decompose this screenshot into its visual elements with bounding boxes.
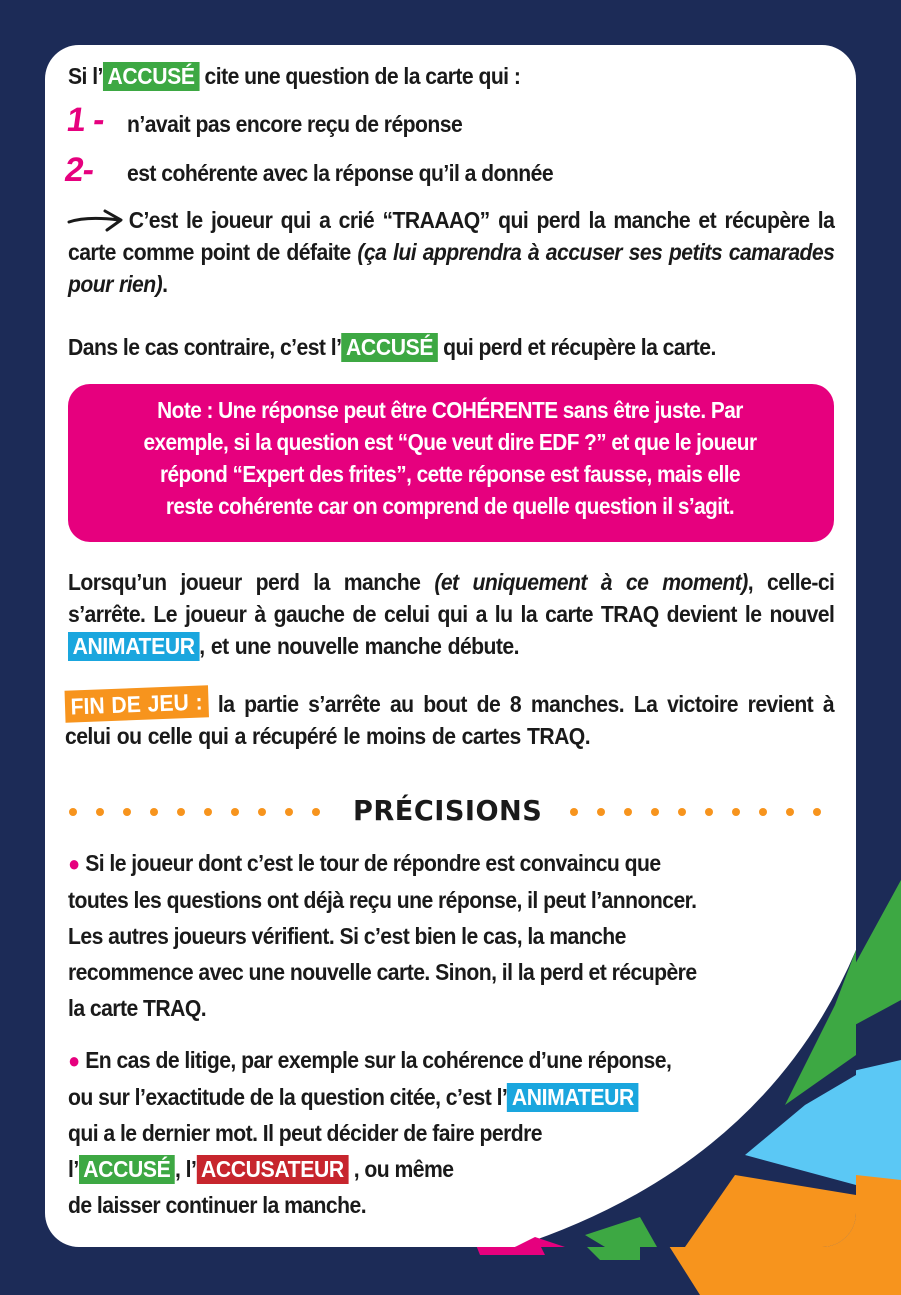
bullet-2-middle: , l’ (175, 1156, 197, 1182)
note-line-3: répond “Expert des frites”, cette réponse est fausse, mais elle (159, 461, 741, 487)
bullet-2-text-1: En cas de litige, par exemple sur la cohérence d’une réponse, (85, 1047, 672, 1073)
round-end-paragraph (68, 566, 834, 662)
bullet-2-line-4 (68, 1151, 671, 1187)
bullet-2-prefix: l’ (68, 1156, 79, 1182)
animateur-tag-2: ANIMATEUR (507, 1083, 638, 1112)
contrary-line (68, 331, 716, 363)
consequence-paragraph (68, 204, 834, 300)
bullet-1-line-2: toutes les questions ont déjà reçu une réponse, il peut l’annoncer. (68, 887, 697, 913)
round-end-text-before: Lorsqu’un joueur perd la manche (68, 569, 435, 595)
dots-right (570, 803, 840, 823)
consequence-italic: (ça lui apprendra à accuser ses petits camarades pour rien) (68, 239, 835, 297)
note-line-4: reste cohérente car on comprend de quelle question il s’agit. (165, 493, 735, 519)
consequence-text: C’est le joueur qui a crié “TRAAAQ” qui perd la manche et récupère la carte comme point de défaite (68, 207, 835, 265)
condition-text-1: n’avait pas encore reçu de réponse (127, 111, 463, 137)
precision-bullet-1 (68, 845, 697, 1026)
condition-number-2: 2- (62, 151, 96, 189)
dots-left (69, 803, 339, 823)
accuse-tag-2: ACCUSÉ (341, 333, 437, 362)
consequence-end: . (162, 271, 168, 297)
note-text (88, 394, 812, 522)
precisions-title: PRÉCISIONS (353, 794, 543, 827)
condition-text-2: est cohérente avec la réponse qu’il a donnée (127, 160, 554, 186)
intro-text-before: Si l’ (68, 63, 103, 89)
round-end-text-middle: , celle-ci s’arrête. Le joueur à gauche de celui qui a lu la carte TRAQ devient le nouvel (68, 569, 835, 627)
intro-line (68, 60, 520, 92)
condition-number-1: 1 - (64, 101, 107, 139)
bullet-dot-icon: ● (68, 851, 80, 876)
bullet-1-line-5: la carte TRAQ. (68, 995, 207, 1021)
bullet-2-line-2 (68, 1079, 671, 1115)
bullet-1-line-4: recommence avec une nouvelle carte. Sinon, il la perd et récupère (68, 959, 697, 985)
note-box (68, 384, 834, 542)
round-end-text-after: , et une nouvelle manche débute. (199, 633, 519, 659)
bullet-2-after: , ou même (348, 1156, 454, 1182)
contrary-text-after: qui perd et récupère la carte. (437, 334, 716, 360)
note-label: Note : (157, 397, 219, 423)
game-end-text: la partie s’arrête au bout de 8 manches. La victoire revient à celui ou celle qui a récupéré le moins de cartes TRAQ. (65, 691, 835, 749)
game-end-paragraph (65, 688, 834, 752)
bullet-1-line-3: Les autres joueurs vérifient. Si c’est bien le cas, la manche (68, 923, 626, 949)
rules-card (45, 45, 856, 1247)
bullet-2-line-3: qui a le dernier mot. Il peut décider de faire perdre (68, 1120, 543, 1146)
bullet-1-text-1: Si le joueur dont c’est le tour de répondre est convaincu que (85, 850, 661, 876)
accuse-tag: ACCUSÉ (103, 62, 199, 91)
contrary-text-before: Dans le cas contraire, c’est l’ (68, 334, 342, 360)
note-line-2: exemple, si la question est “Que veut dire EDF ?” et que le joueur (143, 429, 757, 455)
note-line-1-text: Une réponse peut être COHÉRENTE sans être juste. Par (218, 397, 743, 423)
fin-de-jeu-label: FIN DE JEU : (65, 685, 209, 722)
round-end-italic: (et uniquement à ce moment) (434, 569, 748, 595)
bullet-1-line-1 (68, 845, 697, 882)
note-line-1 (88, 394, 812, 426)
intro-text-after: cite une question de la carte qui : (199, 63, 521, 89)
bullet-2-line-1 (68, 1042, 671, 1079)
accusateur-tag: ACCUSATEUR (196, 1155, 348, 1184)
precision-bullet-2 (68, 1042, 671, 1223)
animateur-tag: ANIMATEUR (68, 632, 199, 661)
accuse-tag-3: ACCUSÉ (79, 1155, 175, 1184)
bullet-2-line-5: de laisser continuer la manche. (68, 1192, 367, 1218)
bullet-2-text-2: ou sur l’exactitude de la question citée, c’est l’ (68, 1084, 508, 1110)
bullet-dot-icon-2: ● (68, 1048, 80, 1073)
